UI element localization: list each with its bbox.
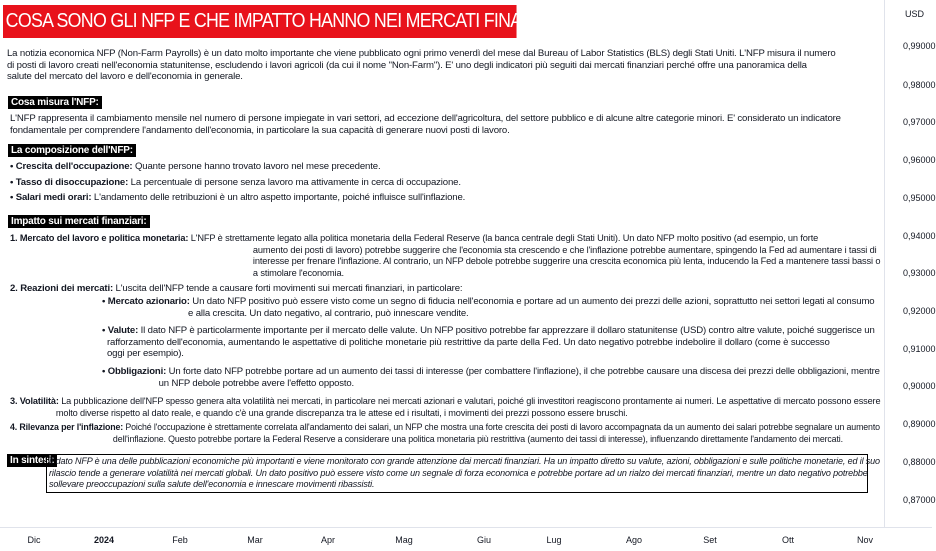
time-scale[interactable]: [0, 527, 932, 551]
summary-line: Il dato NFP è una delle pubblicazioni economiche più importanti e viene monitorato con grande attenzione dai mercati finanziari. Ha un impatto diretto su valute, azioni, obbligazioni e sulle politiche monetarie, ed il suo: [49, 456, 880, 466]
price-label: 0,97000: [903, 117, 936, 127]
time-label: Giu: [476, 535, 492, 545]
time-label: Dic: [27, 535, 41, 545]
impact-valute: • Valute: Il dato NFP è particolarmente importante per il mercato delle valute. Un NFP positivo potrebbe far apprezzare il dollaro statunitense (USD) contro altre valute, poiché suggerisce un rafforzamento dell'economia, aumentando le aspettative di politiche monetarie più restrittive da parte della Fed. Un dato negativo potrebbe indebolire il dollaro (come è successo oggi per esempio).: [102, 325, 875, 359]
time-label: Ott: [781, 535, 795, 545]
impact-point-2: 2. Reazioni dei mercati: L'uscita dell'NFP tende a causare forti movimenti sui mercati finanziari, in particolare:: [10, 283, 463, 294]
time-label: Ago: [625, 535, 643, 545]
impact-obbligazioni: • Obbligazioni: Un forte dato NFP potrebbe portare ad un aumento dei tassi di interesse (per combattere l'inflazione), il che potrebbe causare una discesa dei prezzi delle obbligazioni, mentre un NFP debole potrebbe avere l'effetto opposto.: [102, 366, 880, 389]
price-label: 0,98000: [903, 80, 936, 90]
time-label: 2024: [93, 535, 115, 545]
summary-text: [49, 456, 880, 491]
price-scale[interactable]: [884, 0, 936, 527]
time-label: Apr: [320, 535, 336, 545]
price-label: 0,95000: [903, 193, 936, 203]
price-label: 0,89000: [903, 419, 936, 429]
intro-text: [7, 48, 877, 83]
price-label: 0,90000: [903, 381, 936, 391]
time-label: Feb: [172, 535, 188, 545]
price-label: 0,96000: [903, 155, 936, 165]
section-header-impatto: Impatto sui mercati finanziari:: [8, 215, 150, 228]
intro-line: di posti di lavoro creati nell'economia statunitense, escludendo i lavori agricoli (da cui il nome "Non-Farm"). E' uno degli indicatori più seguiti dai mercati finanziari perché offre una panoramica della: [7, 59, 807, 71]
price-label: 0,99000: [903, 41, 936, 51]
price-label: 0,93000: [903, 268, 936, 278]
time-label: Nov: [856, 535, 874, 545]
composition-list: [10, 161, 870, 204]
price-label: 0,87000: [903, 495, 936, 505]
time-label: Mag: [395, 535, 413, 545]
list-item: • Crescita dell'occupazione: Quante persone hanno trovato lavoro nel mese precedente.: [10, 161, 381, 172]
time-label: Mar: [247, 535, 263, 545]
time-label: Lug: [546, 535, 562, 545]
price-label: 0,94000: [903, 231, 936, 241]
list-item: • Tasso di disoccupazione: La percentuale di persone senza lavoro ma attivamente in cerca di occupazione.: [10, 176, 461, 188]
currency-label[interactable]: USD: [905, 9, 925, 19]
section-header-sintesi: In sintesi:: [7, 454, 57, 467]
summary-line: sollevare preoccupazioni sulla salute dell'economia e innescare movimenti ribassisti.: [49, 479, 375, 489]
intro-line: La notizia economica NFP (Non-Farm Payrolls) è un dato molto importante che viene pubblicato ogni primo venerdì del mese dal Bureau of Labor Statistics (BLS) degli Stati Uniti. L'NFP misura il numero: [7, 48, 836, 59]
intro-line: salute del mercato del lavoro e dell'economia in generale.: [7, 71, 243, 82]
list-item: • Salari medi orari: L'andamento delle retribuzioni è un altro aspetto importante, poiché influisce sull'inflazione.: [10, 192, 466, 203]
impact-point-3: 3. Volatilità: La pubblicazione dell'NFP spesso genera alta volatilità nei mercati, in particolare nei mercati azionari e valutari, poiché gli investitori reagiscono prontamente ai numeri. Le aspettative di mercato possono essere molto diverse rispetto al dato reale, e quando c'è una grande discrepanza tra le attese ed i risultati, i movimenti dei prezzi possono essere bruschi.: [10, 396, 881, 419]
section1-line: L'NFP rappresenta il cambiamento mensile nel numero di persone impiegate in vari settori, ad eccezione dell'agricoltura, del settore pubblico e di alcune altre categorie minori. E' considerato un indicatore: [10, 113, 841, 124]
price-label: 0,91000: [903, 344, 936, 354]
impact-point-4: 4. Rilevanza per l'inflazione: Poiché l'occupazione è strettamente correlata all'andamento dei salari, un NFP che mostra una forte crescita dei posti di lavoro accompagnata da un aumento dei salari potrebbe segnalare un aumento dell'inflazione. Questo potrebbe portare la Federal Reserve a considerare una politica monetaria più restrittiva (aumento dei tassi di interesse), influenzando direttamente l'andamento dei mercati.: [10, 422, 880, 445]
section1-text: [10, 113, 870, 136]
price-label: 0,88000: [903, 457, 936, 467]
impact-point-1: 1. Mercato del lavoro e politica monetaria: L'NFP è strettamente legato alla politica monetaria della Federal Reserve (la banca centrale degli Stati Uniti). Un dato NFP molto positivo (ad esempio, un forte aumento dei posti di lavoro) potrebbe suggerire che l'economia sta crescendo e che l'inflazione potrebbe aumentare, spingendo la Fed ad aumentare i tassi di interesse per frenare l'inflazione. Al contrario, un NFP debole potrebbe suggerire una crescita economica più lenta, inducendo la Fed a mantenere tassi bassi o a stimolare l'economia.: [10, 233, 881, 279]
time-label: Set: [703, 535, 717, 545]
impact-azionario: • Mercato azionario: Un dato NFP positivo può essere visto come un segno di fiducia nell'economia e portare ad un aumento dei prezzi delle azioni, soprattutto nei settori legati al consumo e alla crescita. Un dato negativo, al contrario, può innescare vendite.: [102, 296, 875, 319]
section1-line: fondamentale per comprendere l'andamento dell'economia, in particolare la sua capacità di generare nuovi posti di lavoro.: [10, 124, 510, 136]
page-title: COSA SONO GLI NFP E CHE IMPATTO HANNO NEI MERCATI FINANZIARI: [3, 5, 517, 38]
price-label: 0,92000: [903, 306, 936, 316]
summary-line: rilascio tende a generare volatilità nei mercati globali. Un dato positivo può essere visto come un segnale di forza economica e potrebbe portare ad un rialzo dei mercati finanziari, mentre un dato negativo potrebbe: [49, 467, 868, 478]
section-header-cosa-misura: Cosa misura l'NFP:: [8, 96, 102, 109]
section-header-composizione: La composizione dell'NFP:: [8, 144, 136, 157]
